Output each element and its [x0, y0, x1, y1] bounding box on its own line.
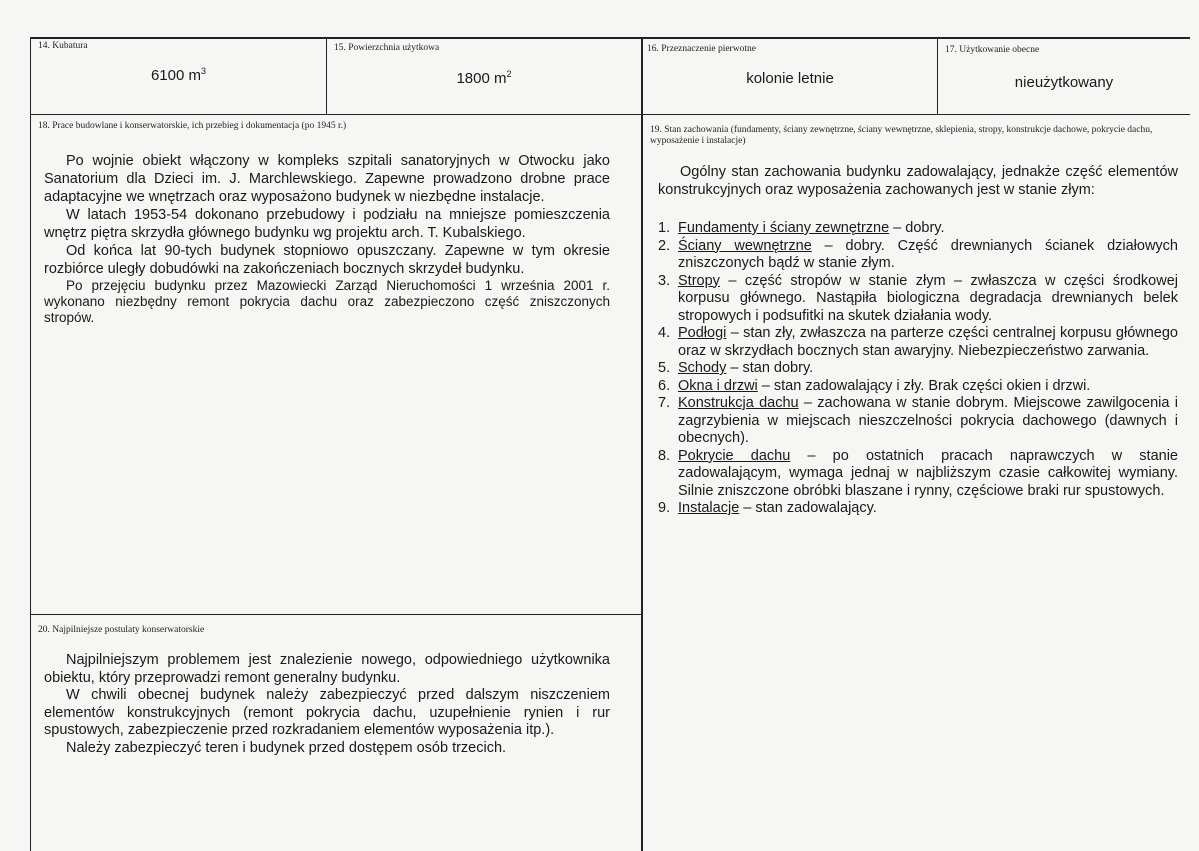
section-20-paragraph: Należy zabezpieczyć teren i budynek przed dostępem osób trzecich.: [66, 739, 507, 756]
section-19-label: 19. Stan zachowania (fundamenty, ściany zewnętrzne, ściany wewnętrzne, sklepienia, stropy, konstrukcje dachowe, pokrycie dachu, wyposażenie i instalacje): [650, 125, 1153, 146]
section-18-paragraph: Po przejęciu budynku przez Mazowiecki Zarząd Nieruchomości 1 września 2001 r. wykonano niezbędny remont pokrycia dachu oraz zabezpieczono część zniszczonych stropów.: [44, 278, 610, 325]
row-divider-1: [30, 114, 1190, 115]
list-item: 8. Pokrycie dachu – po ostatnich pracach naprawczych w stanie zadowalającym, wymaga jednaj w najbliższym czasie całkowitej wymiany. Silnie zniszczone obróbki blaszane i rynny, częściowe braki rur spustowych.: [658, 447, 1178, 499]
list-item: 1. Fundamenty i ściany zewnętrzne – dobry.: [658, 220, 945, 236]
powierzchnia-label: 15. Powierzchnia użytkowa: [334, 43, 440, 53]
uzytkowanie-label: 17. Użytkowanie obecne: [945, 45, 1040, 55]
section-18-paragraph: W latach 1953-54 dokonano przebudowy i podziału na mniejsze pomieszczenia wnętrz piętra skrzydła głównego budynku wg projektu arch. T. Kubalskiego.: [44, 207, 610, 241]
list-item: 3. Stropy – część stropów w stanie złym – zwłaszcza w części środkowej korpusu głównego. Nastąpiła biologiczna degradacja drewnianych belek stropowych i podsufitki na skutek działania wody.: [658, 272, 1178, 324]
przeznaczenie-value: kolonie letnie: [746, 70, 834, 87]
list-item: 6. Okna i drzwi – stan zadowalający i zły. Brak części okien i drzwi.: [658, 377, 1091, 394]
section-18-paragraph: Po wojnie obiekt włączony w kompleks szpitali sanatoryjnych w Otwocku jako Sanatorium dla Dzieci im. J. Marchlewskiego. Zapewne prowadzono drobne prace adaptacyjne we wnętrzach oraz wyposażono budynek w niezbędne instalacje.: [44, 153, 610, 205]
left-border: [30, 37, 31, 851]
list-item: 4. Podłogi – stan zły, zwłaszcza na parterze części centralnej korpusu głównego oraz w skrzydłach bocznych stan awaryjny. Niebezpieczeństwo zarwania.: [658, 325, 1178, 359]
section-18-text: [44, 152, 610, 326]
section-20-text: [44, 652, 610, 757]
section-20-paragraph: Najpilniejszym problemem jest znalezienie nowego, odpowiedniego użytkownika obiektu, który przeprowadzi remont generalny budynku.: [44, 652, 610, 686]
uzytkowanie-value: nieużytkowany: [1014, 74, 1114, 91]
section-18-label: 18. Prace budowlane i konserwatorskie, ich przebieg i dokumentacja (po 1945 r.): [38, 121, 347, 131]
kubatura-value: 6100 $m^3$: [150, 66, 207, 84]
top-border: [30, 37, 1190, 39]
row-divider-2: [30, 614, 642, 615]
list-item: 2. Ściany wewnętrzne – dobry. Część drewnianych ścianek działowych zniszczonych bądź w stanie złym.: [658, 237, 1178, 271]
list-item: 5. Schody – stan dobry.: [658, 360, 814, 376]
section-20-paragraph: W chwili obecnej budynek należy zabezpieczyć przed dalszym niszczeniem elementów konstrukcyjnych (remont pokrycia dachu, uzupełnienie rynien i rur spustowych, zabezpieczenie przed rozkradaniem elementów wyposażenia itp.).: [44, 687, 610, 738]
powierzchnia-value: 1800 $m^2$: [456, 69, 512, 87]
section-18-paragraph: Od końca lat 90-tych budynek stopniowo opuszczany. Zapewne w tym okresie rozbiórce uległy dobudówki na zakończeniach bocznych skrzydeł budynku.: [44, 243, 610, 277]
section-20-label: 20. Najpilniejsze postulaty konserwatorskie: [38, 625, 205, 635]
kubatura-label: 14. Kubatura: [38, 41, 88, 51]
section-19-intro: Ogólny stan zachowania budynku zadowalający, jednakże część elementów konstrukcyjnych oraz wyposażenia zachowanych jest w stanie złym:: [658, 164, 1178, 198]
przeznaczenie-label: 16. Przeznaczenie pierwotne: [647, 44, 756, 54]
list-item: 9. Instalacje – stan zadowalający.: [658, 500, 877, 516]
col-divider-b: [641, 37, 643, 851]
section-19-list: [658, 220, 1178, 518]
list-item: 7. Konstrukcja dachu – zachowana w stanie dobrym. Miejscowe zawilgocenia i zagrzybienia w miejscach nieszczelności pokrycia dachowego (dawnych i obecnych).: [658, 395, 1179, 446]
